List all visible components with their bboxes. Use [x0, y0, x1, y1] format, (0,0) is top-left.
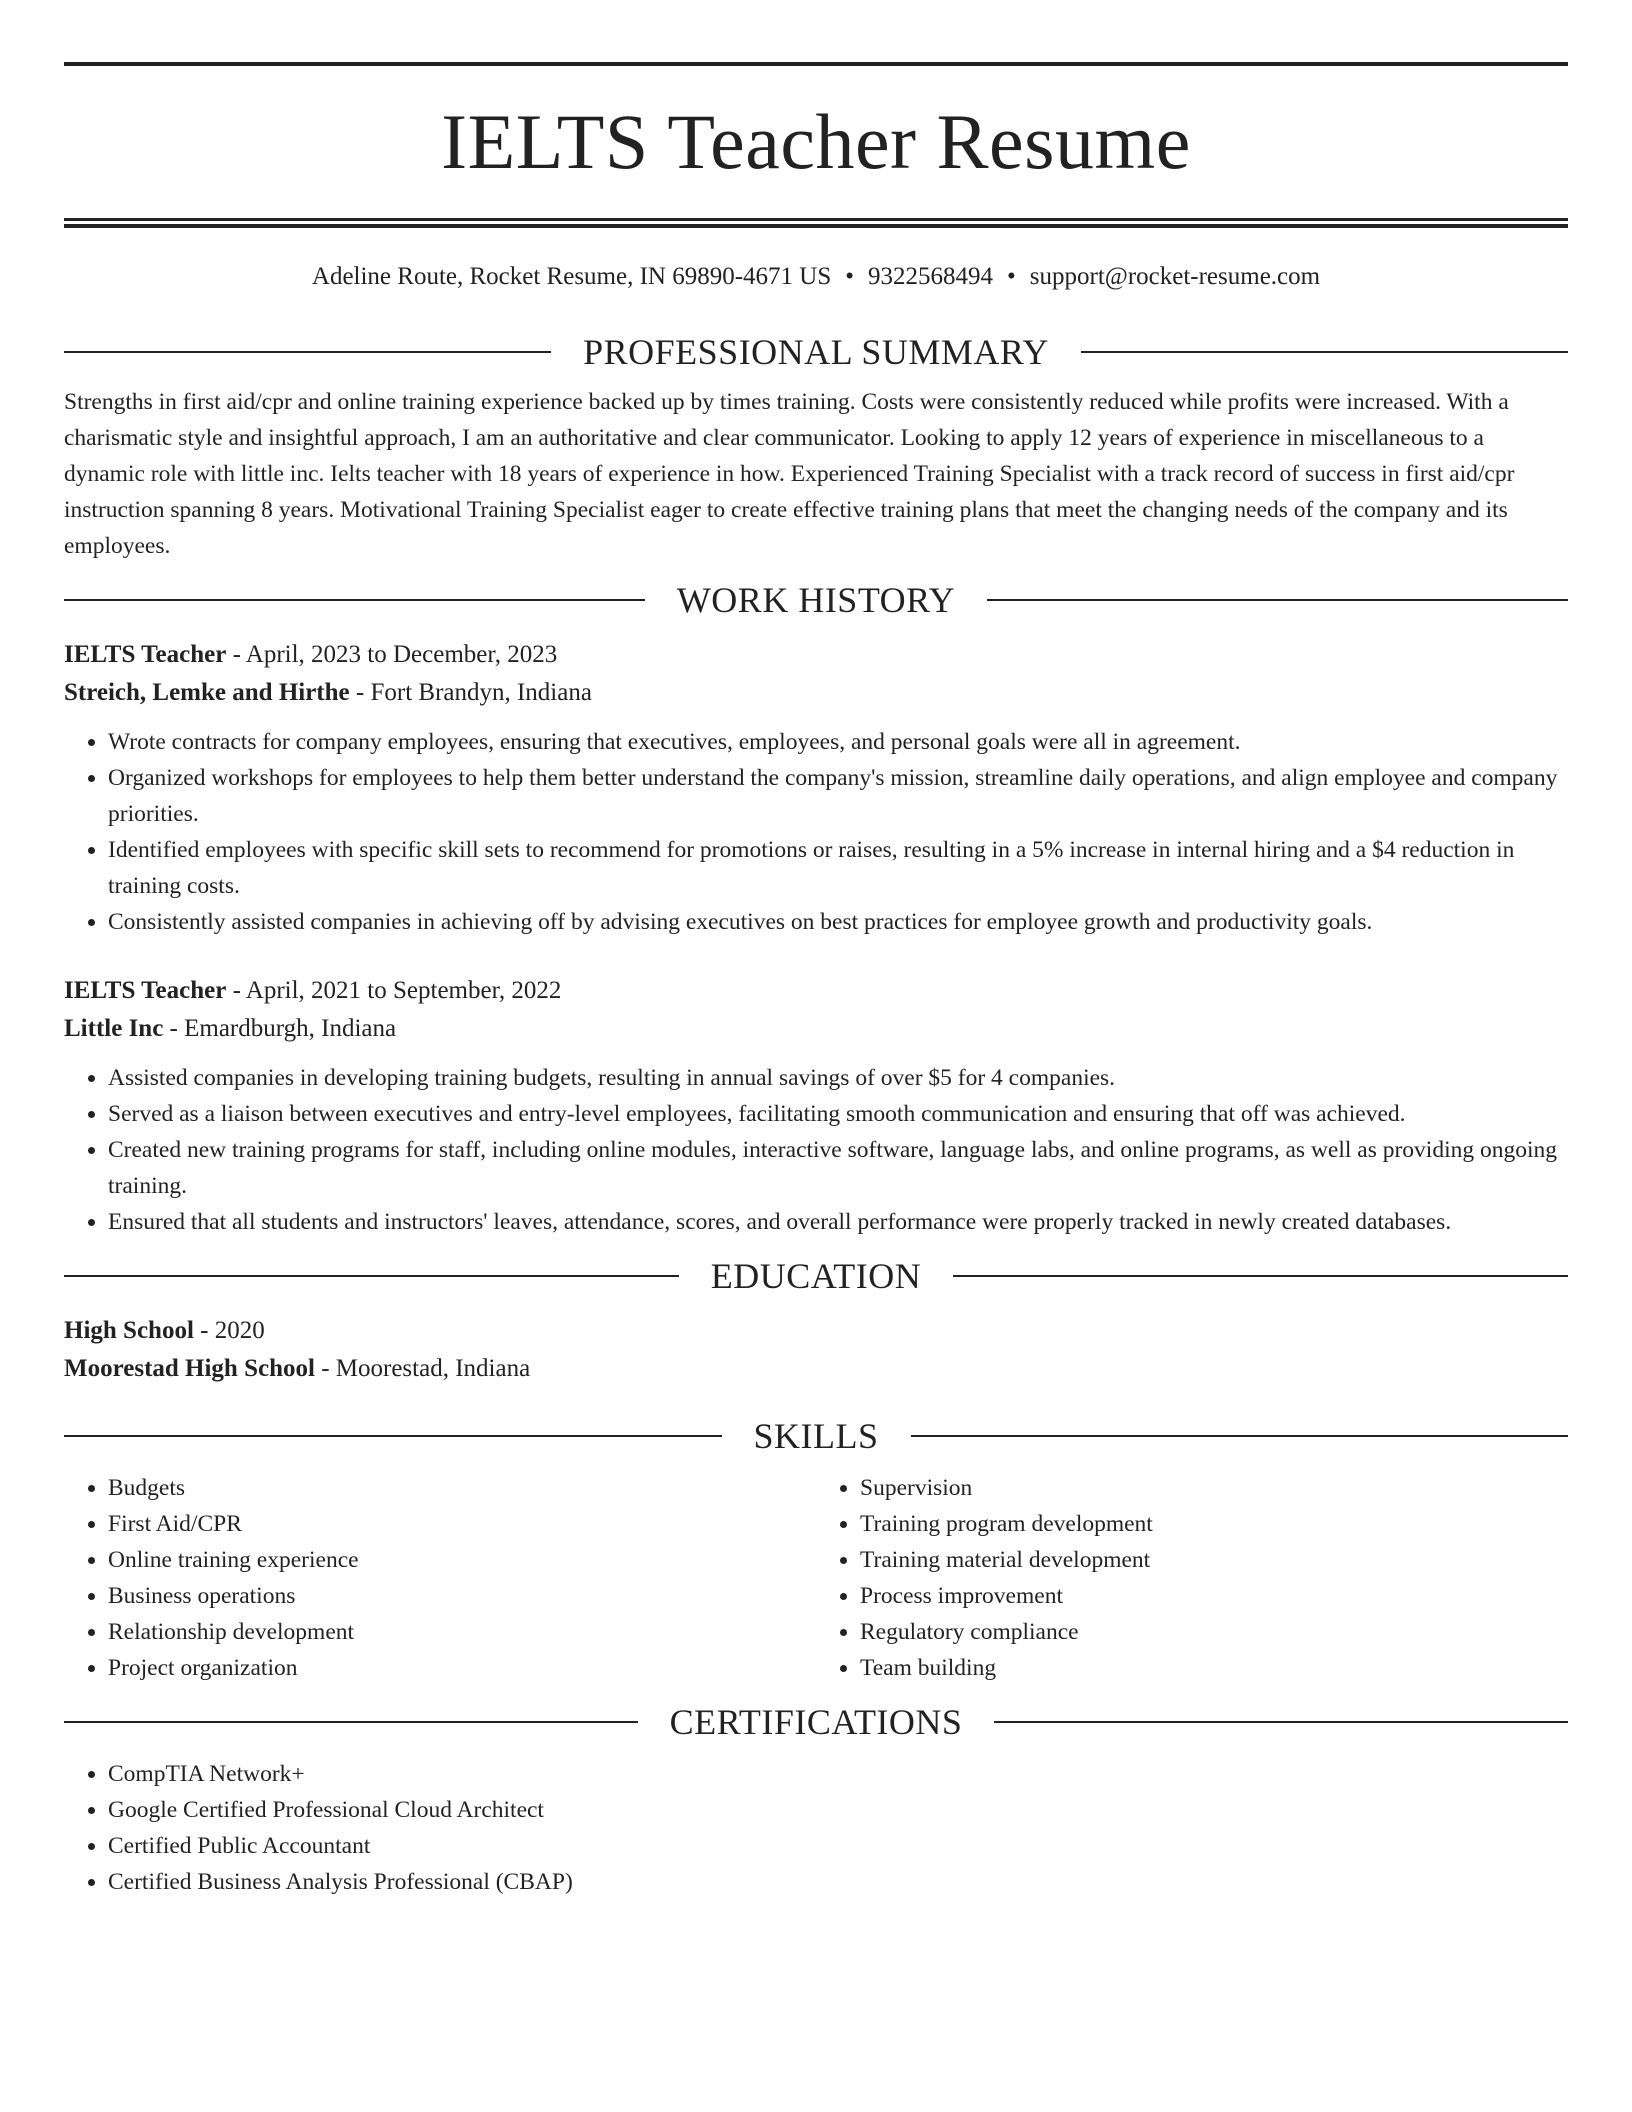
- contact-address: Adeline Route, Rocket Resume, IN 69890-4671 US: [311, 263, 832, 290]
- skill-item: • Supervision: [860, 1470, 1568, 1506]
- job-dates: - April, 2023 to December, 2023: [226, 641, 558, 668]
- skill-item: • Training program development: [860, 1506, 1568, 1542]
- skills-heading: [64, 1414, 1568, 1458]
- summary-text: Strengths in first aid/cpr and online training experience backed up by times training. Costs were consistently reduced while profits were increased. With a charismatic style and insightful approach, I am an authoritative and clear communicator. Looking to apply 12 years of experience in miscellaneous to a dynamic role with little inc. Ielts teacher with 18 years of experience in how. Experienced Training Specialist with a track record of success in first aid/cpr instruction spanning 8 years. Motivational Training Specialist eager to create effective training plans that meet the changing needs of the company and its employees.: [64, 389, 1515, 559]
- skill-item: • First Aid/CPR: [108, 1506, 816, 1542]
- job-company-line: [64, 674, 1568, 712]
- skills-column-right: [816, 1470, 1568, 1686]
- heading-rule-right: [1081, 351, 1568, 353]
- job-bullet: • Served as a liaison between executives and entry-level employees, facilitating smooth communication and ensuring that off was achieved.: [108, 1096, 1568, 1132]
- job-bullet: • Created new training programs for staff, including online modules, interactive software, language labs, and online programs, as well as providing ongoing training.: [108, 1132, 1568, 1204]
- heading-rule-right: [987, 599, 1568, 601]
- contact-separator: •: [845, 263, 855, 290]
- skill-item: • Team building: [860, 1650, 1568, 1686]
- job-location: - Fort Brandyn, Indiana: [349, 679, 592, 706]
- skill-item: • Relationship development: [108, 1614, 816, 1650]
- heading-rule-left: [64, 599, 645, 601]
- education-year: - 2020: [193, 1317, 265, 1344]
- heading-rule-right: [953, 1275, 1568, 1277]
- summary-heading: [64, 330, 1568, 374]
- skill-item: • Online training experience: [108, 1542, 816, 1578]
- heading-rule-left: [64, 351, 551, 353]
- education-heading: [64, 1254, 1568, 1298]
- job-company-line: [64, 1010, 1568, 1048]
- education-heading-label: EDUCATION: [710, 1256, 922, 1296]
- heading-rule-left: [64, 1275, 679, 1277]
- page-title: IELTS Teacher Resume: [441, 98, 1191, 185]
- skill-item: • Regulatory compliance: [860, 1614, 1568, 1650]
- certifications-heading-label: CERTIFICATIONS: [669, 1702, 963, 1742]
- heading-rule-left: [64, 1721, 638, 1723]
- work-history-heading-label: WORK HISTORY: [676, 580, 956, 620]
- heading-rule-left: [64, 1435, 722, 1437]
- education-location: - Moorestad, Indiana: [314, 1355, 531, 1382]
- work-history-heading: [64, 578, 1568, 622]
- heading-rule-right: [911, 1435, 1569, 1437]
- job-bullets: [64, 724, 1568, 940]
- contact-line: [64, 260, 1568, 294]
- job-entry-1: [64, 636, 1568, 940]
- skills-heading-label: SKILLS: [753, 1416, 879, 1456]
- job-title: IELTS Teacher: [64, 641, 227, 668]
- certification-item: • Google Certified Professional Cloud Architect: [108, 1792, 1568, 1828]
- job-company: Little Inc: [64, 1015, 164, 1042]
- skill-item: • Project organization: [108, 1650, 816, 1686]
- contact-separator: •: [1007, 263, 1016, 290]
- contact-email: support@rocket-resume.com: [1029, 263, 1321, 290]
- education-degree-line: [64, 1312, 1568, 1350]
- skill-item: • Training material development: [860, 1542, 1568, 1578]
- job-bullets: [64, 1060, 1568, 1240]
- education-entry: [64, 1312, 1568, 1388]
- certification-item: • Certified Public Accountant: [108, 1828, 1568, 1864]
- job-title-line: [64, 636, 1568, 674]
- contact-phone: 9322568494: [868, 263, 994, 290]
- summary-heading-label: PROFESSIONAL SUMMARY: [583, 332, 1049, 372]
- education-school-line: [64, 1350, 1568, 1388]
- skill-item: • Business operations: [108, 1578, 816, 1614]
- skills-column-left: [64, 1470, 816, 1686]
- job-dates: - April, 2021 to September, 2022: [226, 977, 562, 1004]
- heading-rule-right: [994, 1721, 1568, 1723]
- skill-item: • Budgets: [108, 1470, 816, 1506]
- skills-grid: [64, 1470, 1568, 1686]
- certifications-heading: [64, 1700, 1568, 1744]
- job-bullet: • Assisted companies in developing training budgets, resulting in annual savings of over $5 for 4 companies.: [108, 1060, 1568, 1096]
- job-location: - Emardburgh, Indiana: [163, 1015, 397, 1042]
- job-bullet: • Consistently assisted companies in achieving off by advising executives on best practices for employee growth and productivity goals.: [108, 904, 1568, 940]
- job-title-line: [64, 972, 1568, 1010]
- certification-item: • Certified Business Analysis Professional (CBAP): [108, 1864, 1568, 1900]
- job-bullet: • Ensured that all students and instructors' leaves, attendance, scores, and overall performance were properly tracked in newly created databases.: [108, 1204, 1568, 1240]
- job-entry-2: [64, 972, 1568, 1240]
- certifications-list: [64, 1756, 1568, 1900]
- title-double-rule: [64, 218, 1568, 228]
- certification-item: • CompTIA Network+: [108, 1756, 1568, 1792]
- job-title: IELTS Teacher: [64, 977, 227, 1004]
- education-school: Moorestad High School: [64, 1355, 315, 1382]
- skill-item: • Process improvement: [860, 1578, 1568, 1614]
- education-degree: High School: [64, 1317, 194, 1344]
- job-company: Streich, Lemke and Hirthe: [64, 679, 350, 706]
- job-bullet: • Wrote contracts for company employees, ensuring that executives, employees, and personal goals were all in agreement.: [108, 724, 1568, 760]
- job-bullet: • Identified employees with specific skill sets to recommend for promotions or raises, resulting in a 5% increase in internal hiring and a $4 reduction in training costs.: [108, 832, 1568, 904]
- top-rule: [64, 62, 1568, 66]
- job-bullet: • Organized workshops for employees to help them better understand the company's mission, streamline daily operations, and align employee and company priorities.: [108, 760, 1568, 832]
